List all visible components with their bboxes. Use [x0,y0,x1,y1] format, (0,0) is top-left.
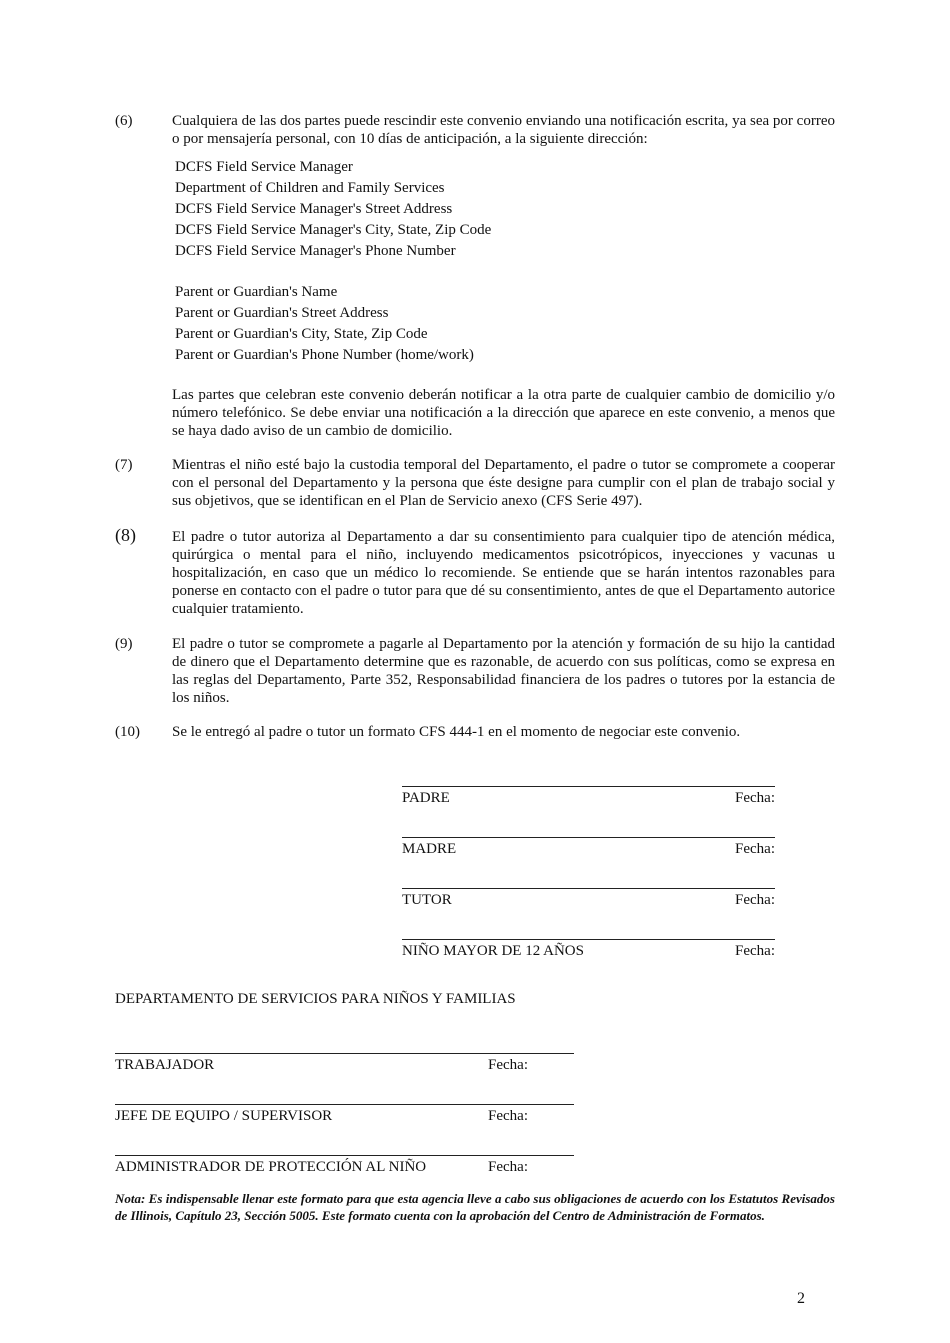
parent-address-block [175,282,474,366]
date-label: Fecha: [735,841,775,857]
clause-number: (10) [115,724,140,740]
clause-text: El padre o tutor autoriza al Departamento a dar su consentimiento para cualquier tipo de atención médica, quirúrgica o mental para el niño, incluyendo medicamentos psicotrópicos, inyecciones y vacunas u hospitalización, en caso que un médico lo recomiende. Se entiende que se harán intentos razonables para ponerse en contacto con el padre o tutor para que dé su consentimiento, antes de que el Departamento autorice cualquier tratamiento. [172,529,835,617]
signature-label: ADMINISTRADOR DE PROTECCIÓN AL NIÑO [115,1159,427,1175]
clause-number: (9) [115,636,133,652]
address-line: Department of Children and Family Services [175,180,445,196]
clause-text: Mientras el niño esté bajo la custodia temporal del Departamento, el padre o tutor se compromete a cooperar con el personal del Departamento y la persona que éste designe para cumplir con el plan de trabajo social y sus objetivos, que se identifican en el Plan de Servicio anexo (CFS Serie 497). [172,457,835,509]
signature-line-tutor[interactable] [402,888,775,908]
footnote: Nota: Es indispensable llenar este formato para que esta agencia lleve a cabo sus obligaciones de acuerdo con los Estatutos Revisados de Illinois, Capítulo 23, Sección 5005. Este formato cuenta con la aprobación del Centro de Administración de Formatos. [115,1191,835,1223]
address-line: DCFS Field Service Manager's Phone Number [175,243,456,259]
signature-label: JEFE DE EQUIPO / SUPERVISOR [115,1108,333,1124]
signature-line-worker[interactable] [115,1053,574,1073]
address-line: DCFS Field Service Manager [175,159,353,175]
signature-line-child[interactable] [402,939,775,959]
clause-6-notice [115,386,835,440]
clause-text: Se le entregó al padre o tutor un formato CFS 444-1 en el momento de negociar este convenio. [172,724,741,740]
clause-text: Cualquiera de las dos partes puede rescindir este convenio enviando una notificación escrita, ya sea por correo o por mensajería personal, con 10 días de anticipación, a la siguiente dirección: [172,113,835,147]
address-line: Parent or Guardian's Street Address [175,305,389,321]
clause-number: (8) [115,525,136,545]
clause-number: (6) [115,113,133,129]
date-label: Fecha: [735,790,775,806]
signature-label: NIÑO MAYOR DE 12 AÑOS [402,943,584,959]
clause-6 [115,112,835,148]
signature-line-padre[interactable] [402,786,775,806]
signature-label: MADRE [402,841,457,857]
page-number: 2 [797,1290,805,1307]
signature-label: TRABAJADOR [115,1057,215,1073]
date-label: Fecha: [735,943,775,959]
signature-label: PADRE [402,790,450,806]
date-label: Fecha: [488,1108,528,1124]
address-line: Parent or Guardian's City, State, Zip Code [175,326,428,342]
dcfs-address-block [175,157,491,262]
notice-text: Las partes que celebran este convenio deberán notificar a la otra parte de cualquier cambio de domicilio y/o número telefónico. Se debe enviar una notificación a la dirección que aparece en este convenio, a menos que se haya dado aviso de un cambio de domicilio. [172,387,835,439]
signature-line-madre[interactable] [402,837,775,857]
signature-line-supervisor[interactable] [115,1104,574,1124]
clause-number: (7) [115,457,133,473]
signature-line-administrator[interactable] [115,1155,574,1175]
signature-label: TUTOR [402,892,452,908]
department-heading: DEPARTAMENTO DE SERVICIOS PARA NIÑOS Y FAMILIAS [115,991,516,1007]
date-label: Fecha: [488,1159,528,1175]
clause-text: El padre o tutor se compromete a pagarle al Departamento por la atención y formación de su hijo la cantidad de dinero que el Departamento determine que es razonable, de acuerdo con sus políticas, como se expresa en las reglas del Departamento, Parte 352, Responsabilidad financiera de los padres o tutores por la estancia de los niños. [172,636,835,706]
date-label: Fecha: [488,1057,528,1073]
address-line: DCFS Field Service Manager's City, State, Zip Code [175,222,492,238]
date-label: Fecha: [735,892,775,908]
clause-9 [115,635,835,707]
clause-10 [115,723,835,741]
address-line: Parent or Guardian's Name [175,284,338,300]
clause-7 [115,456,835,510]
address-line: DCFS Field Service Manager's Street Address [175,201,453,217]
clause-8 [115,525,835,618]
address-line: Parent or Guardian's Phone Number (home/work) [175,347,474,363]
